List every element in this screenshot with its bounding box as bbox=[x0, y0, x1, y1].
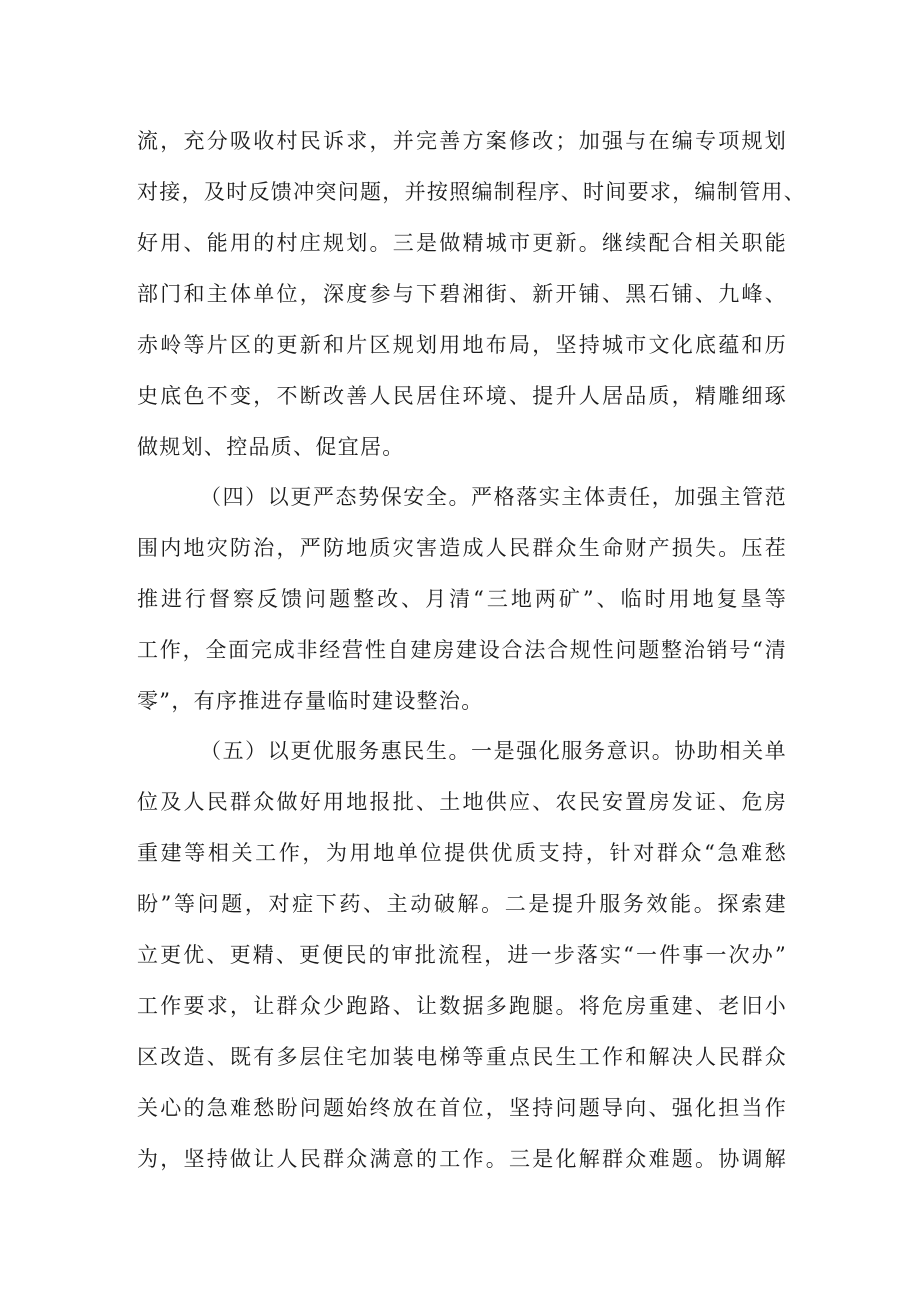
text-line: 推进行督察反馈问题整改、月清“三地两矿”、临时用地复垦等 bbox=[137, 587, 787, 611]
text-line: 关心的急难愁盼问题始终放在首位，坚持问题导向、强化担当作 bbox=[137, 1096, 787, 1120]
text-line: 做规划、控品质、促宜居。 bbox=[137, 435, 405, 459]
text-line: 对接，及时反馈冲突问题，并按照编制程序、时间要求，编制管用、 bbox=[137, 180, 806, 204]
text-line: 赤岭等片区的更新和片区规划用地布局，坚持城市文化底蕴和历 bbox=[137, 333, 787, 357]
paragraph-urban-planning bbox=[137, 116, 806, 473]
text-line: 好用、能用的村庄规划。三是做精城市更新。继续配合相关职能 bbox=[137, 231, 787, 255]
text-line: 史底色不变，不断改善人民居住环境、提升人居品质，精雕细琢 bbox=[137, 384, 787, 408]
text-line: 围内地灾防治，严防地质灾害造成人民群众生命财产损失。压茬 bbox=[137, 536, 787, 560]
text-line: 流，充分吸收村民诉求，并完善方案修改；加强与在编专项规划 bbox=[137, 129, 787, 153]
text-line: 为，坚持做让人民群众满意的工作。三是化解群众难题。协调解 bbox=[137, 1147, 787, 1171]
text-line: 部门和主体单位，深度参与下碧湘街、新开铺、黑石铺、九峰、 bbox=[137, 282, 787, 306]
section-heading-line: （五）以更优服务惠民生。一是强化服务意识。协助相关单 bbox=[200, 739, 787, 763]
paragraph-safety bbox=[137, 472, 787, 727]
paragraph-public-service bbox=[137, 726, 787, 1185]
text-line: 区改造、既有多层住宅加装电梯等重点民生工作和解决人民群众 bbox=[137, 1045, 787, 1069]
text-line: 盼”等问题，对症下药、主动破解。二是提升服务效能。探索建 bbox=[137, 892, 787, 916]
text-line: 立更优、更精、更便民的审批流程，进一步落实“一件事一次办” bbox=[137, 943, 787, 967]
text-line: 工作要求，让群众少跑路、让数据多跑腿。将危房重建、老旧小 bbox=[137, 994, 787, 1018]
section-heading-line: （四）以更严态势保安全。严格落实主体责任，加强主管范 bbox=[200, 485, 787, 509]
text-line: 重建等相关工作，为用地单位提供优质支持，针对群众“急难愁 bbox=[137, 841, 787, 865]
text-line: 工作，全面完成非经营性自建房建设合法合规性问题整治销号“清 bbox=[137, 638, 787, 662]
text-line: 位及人民群众做好用地报批、土地供应、农民安置房发证、危房 bbox=[137, 790, 787, 814]
text-line: 零”，有序推进存量临时建设整治。 bbox=[137, 689, 484, 713]
